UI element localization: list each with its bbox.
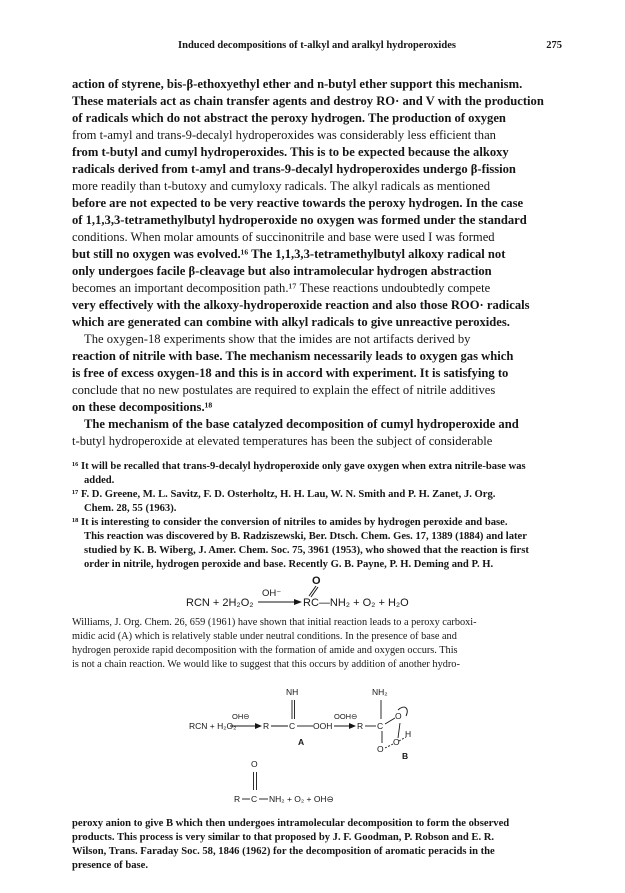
scheme-arrow2-label: OOH⊖ [334, 712, 358, 721]
body-line: only undergoes facile β-cleavage but also intramolecular hydrogen abstraction [72, 264, 492, 278]
scheme-ooh: OOH [313, 721, 333, 731]
body-line: before are not expected to be very reactive towards the peroxy hydrogen. In the case [72, 196, 524, 210]
svg-text:H: H [405, 729, 412, 739]
body-line: of radicals which do not abstract the peroxy hydrogen. The production of oxygen [72, 111, 506, 125]
body-line: reaction of nitrile with base. The mechanism necessarily leads to oxygen gas which [72, 349, 514, 363]
svg-text:O: O [393, 737, 400, 747]
svg-text:C: C [289, 721, 296, 731]
body-line: of 1,1,3,3-tetramethylbutyl hydroperoxide no oxygen was formed under the standard [72, 213, 527, 227]
scheme-label-a: A [298, 737, 305, 747]
svg-text:O: O [377, 744, 384, 754]
equation-catalyst: OH⁻ [262, 588, 282, 599]
footnote-line: hydrogen peroxide rapid decomposition with the formation of amide and oxygen occurs. This [72, 645, 458, 656]
scheme-reactant: RCN + H₂O₂ [189, 721, 237, 731]
svg-text:O: O [395, 711, 402, 721]
body-line: more readily than t-butoxy and cumyloxy radicals. The alkyl radicals as mentioned [72, 179, 491, 193]
running-title: Induced decompositions of t-alkyl and aralkyl hydroperoxides [178, 40, 456, 51]
body-line: conclude that no new postulates are required to explain the effect of nitrile additives [72, 383, 496, 397]
body-line: t-butyl hydroperoxide at elevated temperatures has been the subject of considerable [72, 434, 493, 448]
body-line: The oxygen-18 experiments show that the imides are not artifacts derived by [84, 332, 471, 346]
scheme-nh2: NH₂ [372, 687, 388, 697]
body-line: but still no oxygen was evolved.¹⁶ The 1,1,3,3-tetramethylbutyl alkoxy radical not [72, 247, 506, 261]
footnote-line: This reaction was discovered by B. Radziszewski, Ber. Dtsch. Chem. Ges. 17, 1389 (1884) and later [84, 531, 527, 542]
footnote-line: Chem. 28, 55 (1963). [84, 503, 177, 514]
scheme-nh: NH [286, 687, 299, 697]
body-line: from t-amyl and trans-9-decalyl hydroperoxides was considerably less efficient than [72, 128, 496, 142]
body-line: from t-butyl and cumyl hydroperoxides. This is to be expected because the alkoxy [72, 145, 509, 159]
svg-text:C: C [377, 721, 384, 731]
body-line: conditions. When molar amounts of succinonitrile and base were used I was formed [72, 230, 495, 244]
body-line: on these decompositions.¹⁸ [72, 400, 213, 414]
body-line: very effectively with the alkoxy-hydroperoxide reaction and also those ROO· radicals [72, 298, 530, 312]
body-line: becomes an important decomposition path.¹⁷ These reactions undoubtedly compete [72, 281, 491, 295]
scheme-bottom-products: NH₂ + O₂ + OH⊖ [269, 794, 334, 804]
footnote-line: ¹⁷ F. D. Greene, M. L. Savitz, F. D. Osterholtz, H. H. Lau, W. N. Smith and P. H. Zanet, J. Org. [72, 489, 496, 500]
amide-equation [186, 575, 409, 609]
scheme-arrow1-label: OH⊖ [232, 712, 250, 721]
scheme-bottom-o: O [251, 759, 258, 769]
footnote-line: order in nitrile, hydrogen peroxide and base. Recently G. B. Payne, P. H. Deming and P. H. [84, 559, 494, 570]
svg-text:R: R [263, 721, 270, 731]
svg-text:R: R [357, 721, 364, 731]
equation-products: RC—NH₂ + O₂ + H₂O [303, 597, 409, 609]
equation-product-oxygen: O [312, 575, 321, 587]
mechanism-scheme [189, 687, 411, 804]
footnote-line: is not a chain reaction. We would like to suggest that this occurs by addition of another hydro- [72, 659, 460, 670]
svg-text:C: C [251, 794, 258, 804]
footnote-line: Williams, J. Org. Chem. 26, 659 (1961) have shown that initial reaction leads to a peroxy carboxi- [72, 617, 477, 628]
footnote-line: presence of base. [72, 860, 149, 871]
body-line: action of styrene, bis-β-ethoxyethyl ether and n-butyl ether support this mechanism. [72, 77, 523, 91]
footnote-line: ¹⁶ It will be recalled that trans-9-decalyl hydroperoxide only gave oxygen when extra nitrile-base was [72, 461, 526, 472]
body-line: These materials act as chain transfer agents and destroy RO· and V with the production [72, 94, 544, 108]
footnote-line: Wilson, Trans. Faraday Soc. 58, 1846 (1962) for the decomposition of aromatic peracids in the [72, 846, 495, 857]
svg-text:R: R [234, 794, 241, 804]
body-line: The mechanism of the base catalyzed decomposition of cumyl hydroperoxide and [84, 417, 519, 431]
body-line: which are generated can combine with alkyl radicals to give unreactive peroxides. [72, 315, 510, 329]
footnote-line: midic acid (A) which is relatively stable under neutral conditions. In the presence of base and [72, 631, 457, 642]
scheme-label-b: B [402, 751, 409, 761]
equation-reactants: RCN + 2H₂O₂ [186, 597, 254, 609]
body-line: radicals derived from t-amyl and trans-9-decalyl hydroperoxides undergo β-fission [72, 162, 516, 176]
page-number: 275 [546, 40, 562, 51]
footnote-line: studied by K. B. Wiberg, J. Amer. Chem. Soc. 75, 3961 (1953), who showed that the reaction is first [84, 545, 529, 556]
footnote-line: products. This process is very similar to that proposed by J. F. Goodman, P. Robson and E. R. [72, 832, 495, 843]
footnote-line: added. [84, 475, 115, 486]
footnote-line: peroxy anion to give B which then undergoes intramolecular decomposition to form the observed [72, 818, 510, 829]
footnote-line: ¹⁸ It is interesting to consider the conversion of nitriles to amides by hydrogen peroxide and base. [72, 517, 508, 528]
body-line: is free of excess oxygen-18 and this is in accord with experiment. It is satisfying to [72, 366, 509, 380]
